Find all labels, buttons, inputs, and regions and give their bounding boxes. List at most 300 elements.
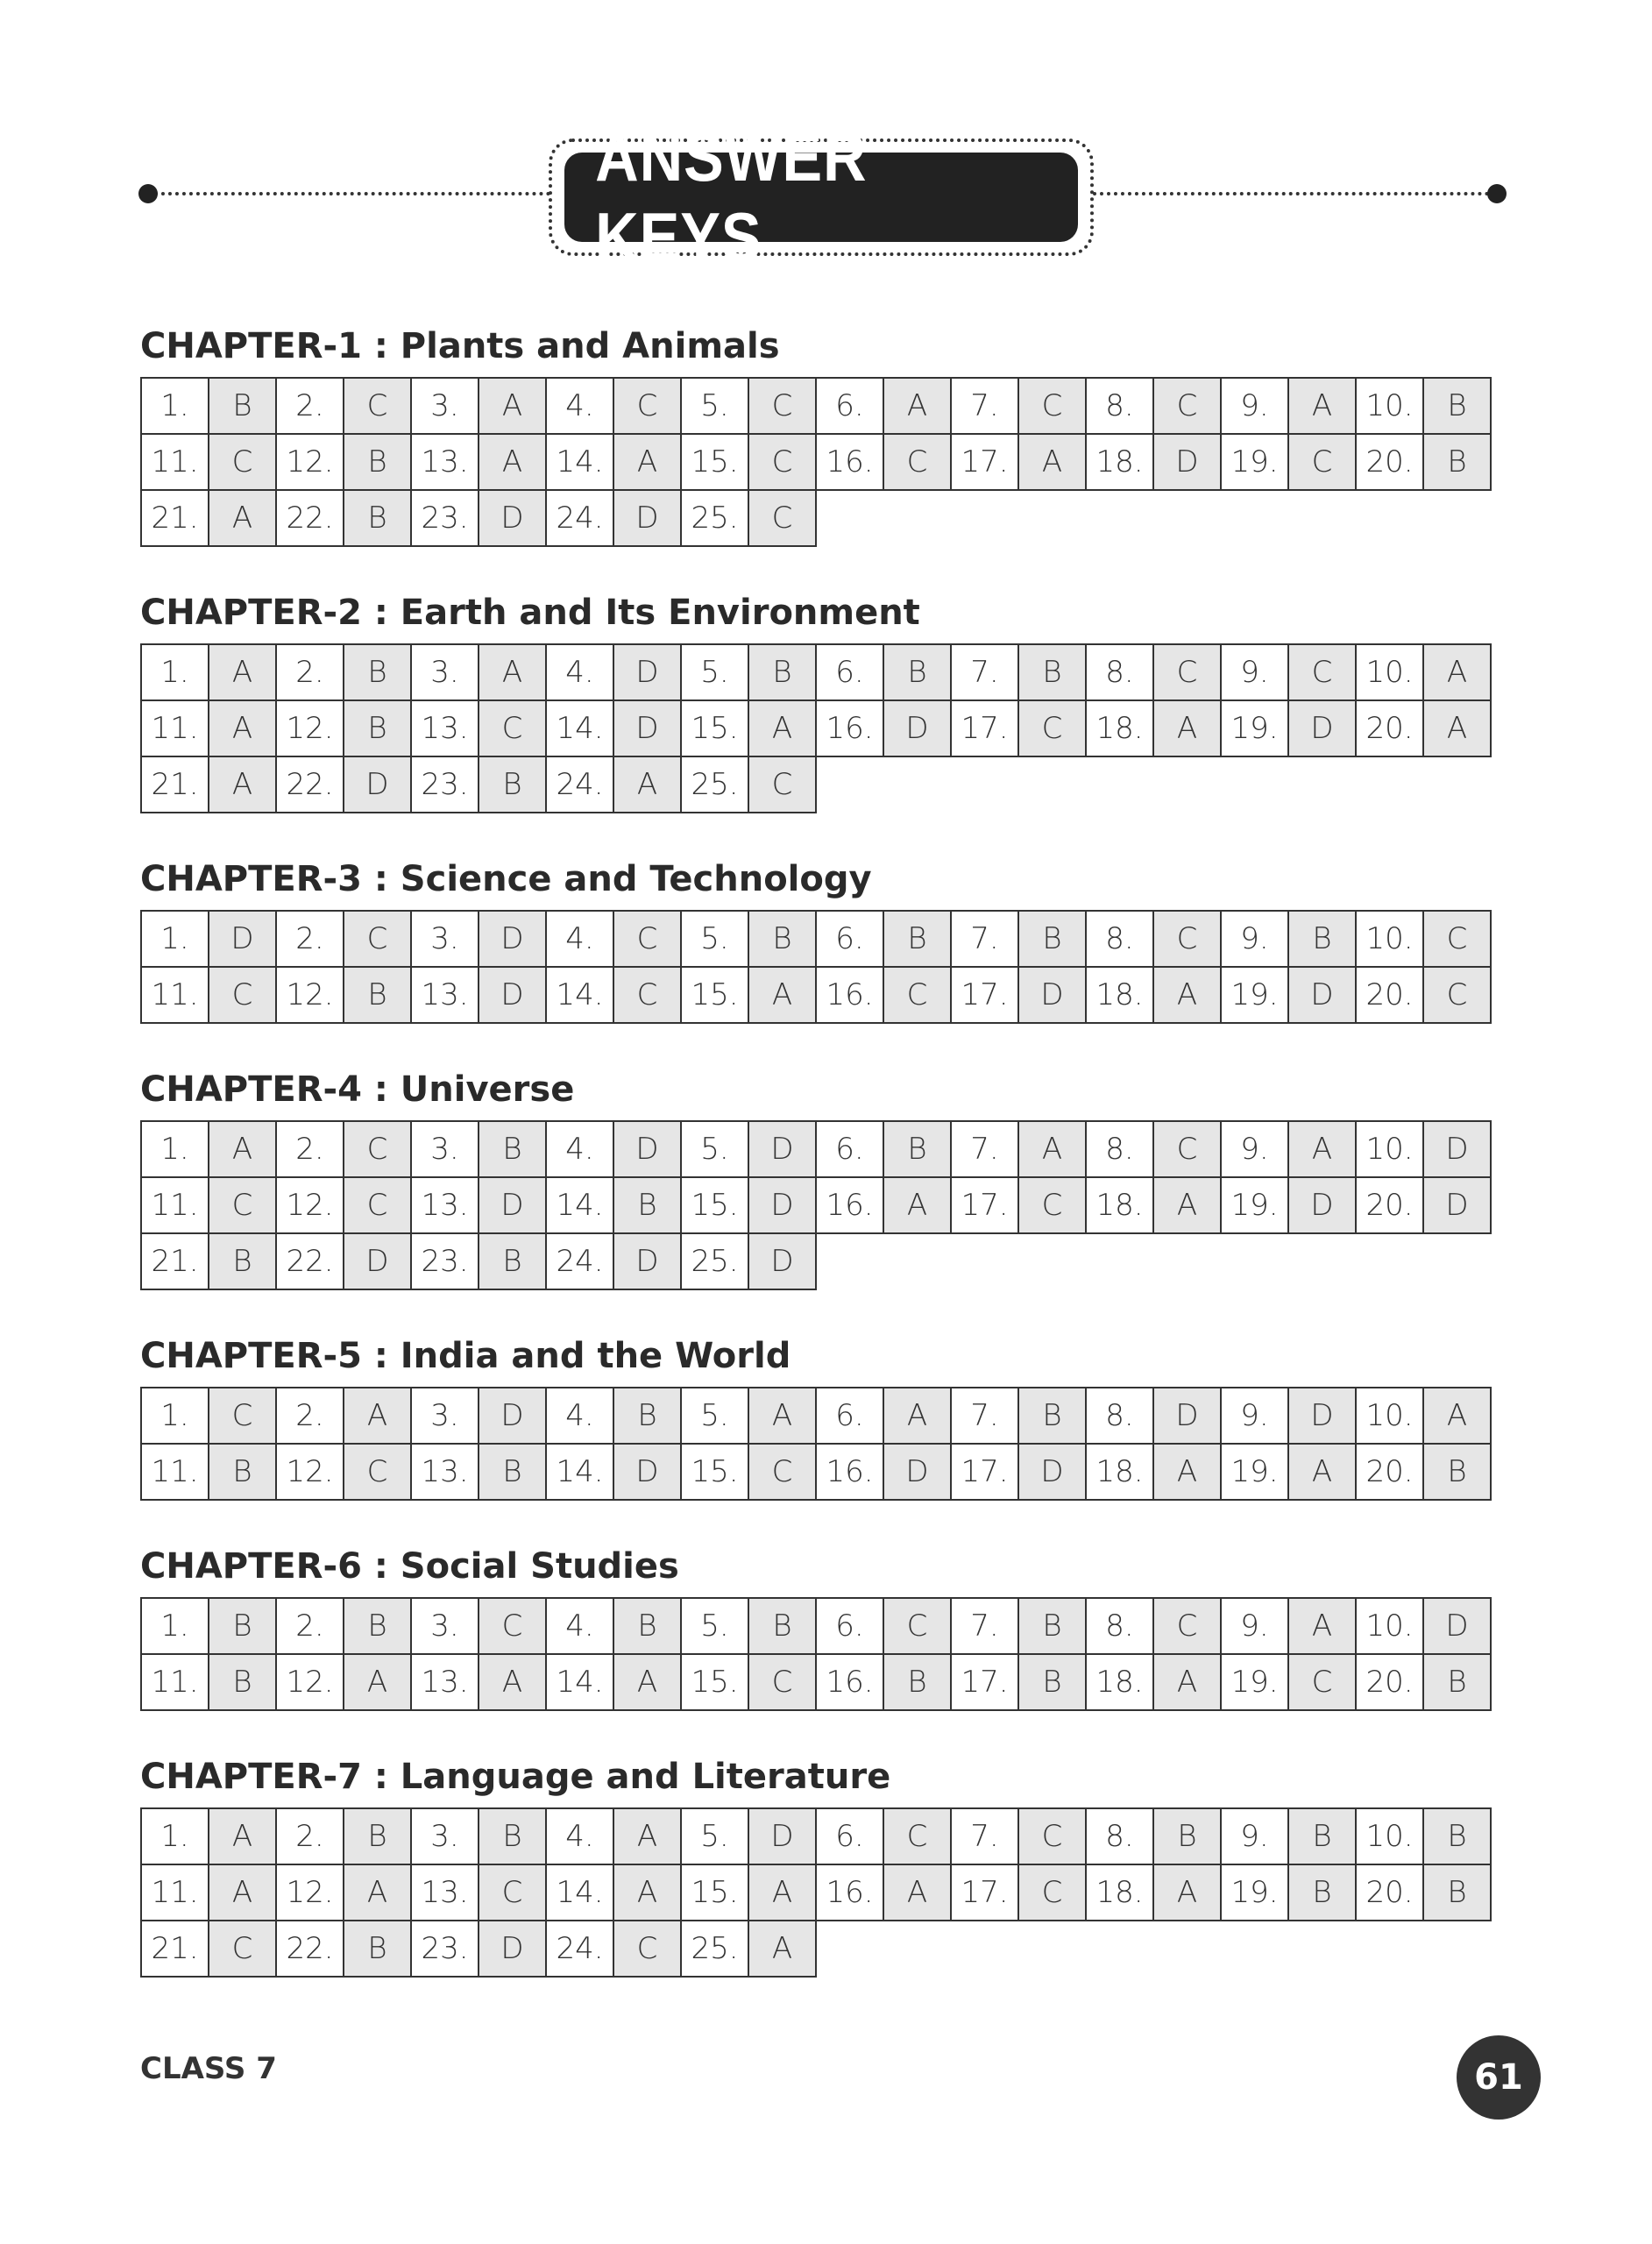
table-row: [141, 1121, 1491, 1177]
page-title-badge: [564, 118, 1078, 275]
question-number: 14.: [546, 1444, 613, 1500]
answer-cell: C: [1018, 378, 1086, 434]
header-rule-end-dot-right: [1487, 184, 1507, 203]
question-number: 16.: [816, 967, 883, 1023]
question-number: 12.: [276, 1654, 344, 1710]
question-number: 1.: [141, 378, 209, 434]
answer-cell: D: [479, 1177, 546, 1233]
empty-cell: [1288, 1233, 1356, 1289]
question-number: 2.: [276, 1598, 344, 1654]
question-number: 10.: [1356, 1121, 1423, 1177]
question-number: 18.: [1086, 434, 1153, 490]
question-number: 11.: [141, 967, 209, 1023]
answer-cell: C: [1018, 1864, 1086, 1921]
answer-cell: B: [344, 644, 411, 700]
table-row: [141, 1864, 1491, 1921]
empty-cell: [1153, 1233, 1221, 1289]
question-number: 23.: [411, 756, 479, 813]
question-number: 6.: [816, 378, 883, 434]
empty-cell: [1288, 1921, 1356, 1977]
question-number: 13.: [411, 1444, 479, 1500]
answer-cell: D: [1018, 1444, 1086, 1500]
question-number: 14.: [546, 967, 613, 1023]
question-number: 2.: [276, 1808, 344, 1864]
answer-cell: C: [748, 490, 816, 546]
class-label: CLASS 7: [140, 2051, 277, 2086]
answer-cell: B: [883, 644, 951, 700]
empty-cell: [1086, 1921, 1153, 1977]
question-number: 22.: [276, 490, 344, 546]
question-number: 4.: [546, 1598, 613, 1654]
chapter-section: [140, 849, 1507, 1024]
question-number: 20.: [1356, 1654, 1423, 1710]
answer-cell: A: [1423, 1388, 1491, 1444]
answer-cell: B: [883, 911, 951, 967]
question-number: 20.: [1356, 967, 1423, 1023]
question-number: 8.: [1086, 1388, 1153, 1444]
question-number: 15.: [681, 1654, 748, 1710]
empty-cell: [951, 490, 1018, 546]
empty-cell: [1423, 490, 1491, 546]
question-number: 18.: [1086, 700, 1153, 756]
answer-cell: C: [344, 1121, 411, 1177]
answer-cell: C: [344, 378, 411, 434]
table-row: [141, 967, 1491, 1023]
chapter-title: CHAPTER-6 : Social Studies: [140, 1546, 679, 1587]
answer-cell: B: [479, 1808, 546, 1864]
table-row: [141, 378, 1491, 434]
question-number: 1.: [141, 911, 209, 967]
empty-cell: [1423, 756, 1491, 813]
empty-cell: [951, 756, 1018, 813]
answer-table: [140, 643, 1492, 813]
empty-cell: [883, 1921, 951, 1977]
answer-cell: C: [1423, 911, 1491, 967]
question-number: 25.: [681, 490, 748, 546]
answer-cell: C: [613, 378, 681, 434]
empty-cell: [1018, 1921, 1086, 1977]
answer-cell: A: [1018, 434, 1086, 490]
question-number: 8.: [1086, 1121, 1153, 1177]
answer-cell: C: [748, 1444, 816, 1500]
question-number: 10.: [1356, 1598, 1423, 1654]
empty-cell: [1018, 1233, 1086, 1289]
answer-cell: A: [748, 1921, 816, 1977]
answer-cell: A: [613, 1654, 681, 1710]
answer-cell: C: [748, 378, 816, 434]
answer-cell: A: [209, 1808, 276, 1864]
question-number: 5.: [681, 644, 748, 700]
chapter-section: [140, 1059, 1507, 1290]
question-number: 19.: [1221, 967, 1288, 1023]
answer-cell: D: [613, 700, 681, 756]
answer-cell: B: [479, 1444, 546, 1500]
question-number: 8.: [1086, 1598, 1153, 1654]
question-number: 6.: [816, 1808, 883, 1864]
question-number: 6.: [816, 1388, 883, 1444]
question-number: 4.: [546, 1388, 613, 1444]
question-number: 18.: [1086, 967, 1153, 1023]
empty-cell: [1153, 490, 1221, 546]
question-number: 14.: [546, 434, 613, 490]
empty-cell: [816, 490, 883, 546]
answer-cell: B: [209, 1444, 276, 1500]
answer-cell: B: [209, 1598, 276, 1654]
answer-cell: B: [748, 644, 816, 700]
question-number: 18.: [1086, 1444, 1153, 1500]
table-row: [141, 756, 1491, 813]
question-number: 17.: [951, 1177, 1018, 1233]
empty-cell: [1423, 1921, 1491, 1977]
question-number: 17.: [951, 967, 1018, 1023]
chapter-title: CHAPTER-4 : Universe: [140, 1069, 575, 1110]
question-number: 23.: [411, 1233, 479, 1289]
answer-cell: D: [1018, 967, 1086, 1023]
answer-cell: B: [613, 1598, 681, 1654]
question-number: 8.: [1086, 1808, 1153, 1864]
question-number: 11.: [141, 1444, 209, 1500]
table-row: [141, 1444, 1491, 1500]
answer-cell: A: [479, 1654, 546, 1710]
answer-cell: D: [1288, 1177, 1356, 1233]
answer-cell: D: [748, 1233, 816, 1289]
answer-cell: D: [613, 1121, 681, 1177]
answer-cell: B: [1018, 1388, 1086, 1444]
chapter-section: [140, 316, 1507, 547]
question-number: 24.: [546, 756, 613, 813]
answer-cell: D: [883, 1444, 951, 1500]
answer-cell: C: [1153, 644, 1221, 700]
question-number: 17.: [951, 1654, 1018, 1710]
question-number: 12.: [276, 1864, 344, 1921]
question-number: 5.: [681, 1388, 748, 1444]
question-number: 2.: [276, 1121, 344, 1177]
answer-cell: A: [344, 1654, 411, 1710]
question-number: 12.: [276, 1444, 344, 1500]
answer-cell: C: [883, 967, 951, 1023]
question-number: 14.: [546, 700, 613, 756]
answer-cell: B: [1423, 434, 1491, 490]
answer-cell: A: [1288, 1444, 1356, 1500]
question-number: 4.: [546, 378, 613, 434]
answer-cell: C: [613, 1921, 681, 1977]
answer-cell: B: [1423, 378, 1491, 434]
question-number: 7.: [951, 644, 1018, 700]
question-number: 16.: [816, 1444, 883, 1500]
question-number: 5.: [681, 378, 748, 434]
question-number: 13.: [411, 434, 479, 490]
question-number: 10.: [1356, 1808, 1423, 1864]
question-number: 15.: [681, 1444, 748, 1500]
answer-cell: A: [344, 1864, 411, 1921]
answer-cell: B: [1288, 1864, 1356, 1921]
question-number: 19.: [1221, 434, 1288, 490]
answer-table: [140, 910, 1492, 1024]
answer-cell: C: [883, 434, 951, 490]
header-rule-end-dot-left: [138, 184, 158, 203]
answer-cell: A: [613, 756, 681, 813]
question-number: 11.: [141, 434, 209, 490]
question-number: 22.: [276, 756, 344, 813]
question-number: 6.: [816, 1598, 883, 1654]
answer-cell: C: [883, 1808, 951, 1864]
question-number: 19.: [1221, 1654, 1288, 1710]
question-number: 8.: [1086, 911, 1153, 967]
question-number: 20.: [1356, 434, 1423, 490]
answer-cell: B: [613, 1388, 681, 1444]
question-number: 10.: [1356, 378, 1423, 434]
question-number: 15.: [681, 434, 748, 490]
answer-table: [140, 1807, 1492, 1978]
question-number: 4.: [546, 1121, 613, 1177]
question-number: 3.: [411, 1808, 479, 1864]
answer-cell: B: [209, 378, 276, 434]
answer-cell: C: [1153, 911, 1221, 967]
chapter-section: [140, 1325, 1507, 1501]
answer-cell: D: [1288, 1388, 1356, 1444]
chapters-list: [140, 316, 1507, 1978]
answer-cell: B: [748, 1598, 816, 1654]
question-number: 17.: [951, 1444, 1018, 1500]
empty-cell: [816, 756, 883, 813]
question-number: 8.: [1086, 378, 1153, 434]
question-number: 21.: [141, 1233, 209, 1289]
question-number: 2.: [276, 1388, 344, 1444]
question-number: 18.: [1086, 1654, 1153, 1710]
answer-cell: C: [1288, 644, 1356, 700]
answer-cell: C: [1018, 1177, 1086, 1233]
question-number: 3.: [411, 378, 479, 434]
question-number: 3.: [411, 1388, 479, 1444]
page-title: ANSWER KEYS: [595, 118, 868, 275]
answer-cell: C: [1423, 967, 1491, 1023]
answer-cell: C: [209, 1388, 276, 1444]
answer-cell: A: [1288, 378, 1356, 434]
answer-cell: A: [479, 644, 546, 700]
answer-cell: D: [748, 1121, 816, 1177]
question-number: 11.: [141, 1177, 209, 1233]
empty-cell: [1423, 1233, 1491, 1289]
question-number: 1.: [141, 644, 209, 700]
answer-cell: B: [1423, 1654, 1491, 1710]
answer-cell: A: [479, 434, 546, 490]
answer-cell: D: [1423, 1177, 1491, 1233]
answer-cell: A: [1153, 1177, 1221, 1233]
question-number: 1.: [141, 1121, 209, 1177]
question-number: 20.: [1356, 700, 1423, 756]
chapter-title: CHAPTER-1 : Plants and Animals: [140, 326, 780, 366]
answer-cell: D: [1288, 700, 1356, 756]
chapter-title: CHAPTER-5 : India and the World: [140, 1336, 791, 1376]
question-number: 6.: [816, 1121, 883, 1177]
empty-cell: [951, 1921, 1018, 1977]
table-row: [141, 434, 1491, 490]
question-number: 13.: [411, 1864, 479, 1921]
page-number: 61: [1457, 2035, 1541, 2120]
answer-table: [140, 1597, 1492, 1711]
question-number: 7.: [951, 1598, 1018, 1654]
answer-cell: A: [748, 1388, 816, 1444]
question-number: 18.: [1086, 1864, 1153, 1921]
answer-cell: C: [748, 1654, 816, 1710]
empty-cell: [1288, 490, 1356, 546]
answer-cell: A: [1153, 967, 1221, 1023]
question-number: 13.: [411, 1177, 479, 1233]
question-number: 15.: [681, 1177, 748, 1233]
question-number: 11.: [141, 700, 209, 756]
question-number: 9.: [1221, 1598, 1288, 1654]
answer-cell: B: [344, 434, 411, 490]
question-number: 12.: [276, 967, 344, 1023]
chapter-title: CHAPTER-7 : Language and Literature: [140, 1757, 891, 1797]
answer-cell: B: [883, 1121, 951, 1177]
answer-cell: D: [479, 911, 546, 967]
question-number: 5.: [681, 1121, 748, 1177]
question-number: 3.: [411, 1121, 479, 1177]
table-row: [141, 1233, 1491, 1289]
question-number: 8.: [1086, 644, 1153, 700]
question-number: 23.: [411, 490, 479, 546]
empty-cell: [816, 1921, 883, 1977]
question-number: 9.: [1221, 1808, 1288, 1864]
question-number: 12.: [276, 434, 344, 490]
question-number: 17.: [951, 1864, 1018, 1921]
question-number: 13.: [411, 1654, 479, 1710]
answer-cell: C: [479, 1864, 546, 1921]
empty-cell: [1086, 1233, 1153, 1289]
answer-cell: B: [1288, 911, 1356, 967]
question-number: 21.: [141, 1921, 209, 1977]
answer-cell: D: [344, 756, 411, 813]
empty-cell: [1356, 1233, 1423, 1289]
question-number: 11.: [141, 1864, 209, 1921]
question-number: 15.: [681, 700, 748, 756]
empty-cell: [1288, 756, 1356, 813]
answer-cell: A: [209, 700, 276, 756]
question-number: 3.: [411, 911, 479, 967]
answer-cell: C: [1288, 434, 1356, 490]
table-row: [141, 700, 1491, 756]
table-row: [141, 1654, 1491, 1710]
question-number: 14.: [546, 1864, 613, 1921]
answer-cell: A: [1423, 700, 1491, 756]
answer-cell: C: [209, 967, 276, 1023]
empty-cell: [883, 756, 951, 813]
question-number: 7.: [951, 1808, 1018, 1864]
question-number: 4.: [546, 911, 613, 967]
answer-cell: D: [613, 1233, 681, 1289]
question-number: 20.: [1356, 1177, 1423, 1233]
question-number: 10.: [1356, 911, 1423, 967]
answer-cell: D: [748, 1177, 816, 1233]
question-number: 25.: [681, 756, 748, 813]
answer-cell: D: [479, 490, 546, 546]
answer-cell: B: [1153, 1808, 1221, 1864]
question-number: 6.: [816, 644, 883, 700]
question-number: 20.: [1356, 1444, 1423, 1500]
question-number: 5.: [681, 911, 748, 967]
question-number: 6.: [816, 911, 883, 967]
question-number: 21.: [141, 756, 209, 813]
question-number: 9.: [1221, 911, 1288, 967]
answer-cell: B: [344, 490, 411, 546]
answer-cell: A: [883, 1864, 951, 1921]
answer-cell: B: [1018, 1598, 1086, 1654]
question-number: 17.: [951, 700, 1018, 756]
empty-cell: [1356, 490, 1423, 546]
table-row: [141, 644, 1491, 700]
question-number: 14.: [546, 1177, 613, 1233]
table-row: [141, 1808, 1491, 1864]
answer-cell: C: [1153, 1598, 1221, 1654]
answer-cell: B: [883, 1654, 951, 1710]
answer-cell: C: [613, 967, 681, 1023]
answer-cell: D: [209, 911, 276, 967]
empty-cell: [1221, 1233, 1288, 1289]
answer-cell: C: [748, 434, 816, 490]
chapter-section: [140, 1746, 1507, 1978]
question-number: 1.: [141, 1598, 209, 1654]
question-number: 7.: [951, 1121, 1018, 1177]
question-number: 2.: [276, 378, 344, 434]
answer-table: [140, 1387, 1492, 1501]
answer-cell: C: [209, 1177, 276, 1233]
empty-cell: [883, 490, 951, 546]
answer-cell: C: [479, 700, 546, 756]
empty-cell: [1356, 756, 1423, 813]
answer-cell: B: [209, 1233, 276, 1289]
question-number: 15.: [681, 967, 748, 1023]
answer-cell: B: [1423, 1808, 1491, 1864]
table-row: [141, 1177, 1491, 1233]
question-number: 16.: [816, 1177, 883, 1233]
question-number: 24.: [546, 1921, 613, 1977]
question-number: 13.: [411, 967, 479, 1023]
answer-cell: A: [209, 490, 276, 546]
answer-cell: D: [479, 1388, 546, 1444]
question-number: 24.: [546, 490, 613, 546]
question-number: 16.: [816, 1654, 883, 1710]
answer-cell: B: [344, 1808, 411, 1864]
answer-table: [140, 377, 1492, 547]
answer-cell: C: [1153, 378, 1221, 434]
empty-cell: [1221, 756, 1288, 813]
chapter-section: [140, 582, 1507, 813]
answer-cell: D: [344, 1233, 411, 1289]
empty-cell: [816, 1233, 883, 1289]
empty-cell: [1221, 1921, 1288, 1977]
chapter-title: CHAPTER-3 : Science and Technology: [140, 859, 872, 899]
answer-cell: A: [209, 644, 276, 700]
table-row: [141, 1388, 1491, 1444]
answer-cell: C: [883, 1598, 951, 1654]
question-number: 9.: [1221, 1388, 1288, 1444]
question-number: 1.: [141, 1808, 209, 1864]
answer-cell: C: [344, 1444, 411, 1500]
question-number: 5.: [681, 1808, 748, 1864]
answer-cell: B: [1423, 1864, 1491, 1921]
answer-cell: D: [613, 490, 681, 546]
answer-cell: A: [613, 1808, 681, 1864]
question-number: 19.: [1221, 700, 1288, 756]
answer-cell: D: [1423, 1121, 1491, 1177]
answer-cell: B: [1018, 1654, 1086, 1710]
answer-cell: D: [613, 644, 681, 700]
answer-cell: A: [883, 1388, 951, 1444]
answer-cell: A: [1153, 1654, 1221, 1710]
question-number: 5.: [681, 1598, 748, 1654]
empty-cell: [951, 1233, 1018, 1289]
